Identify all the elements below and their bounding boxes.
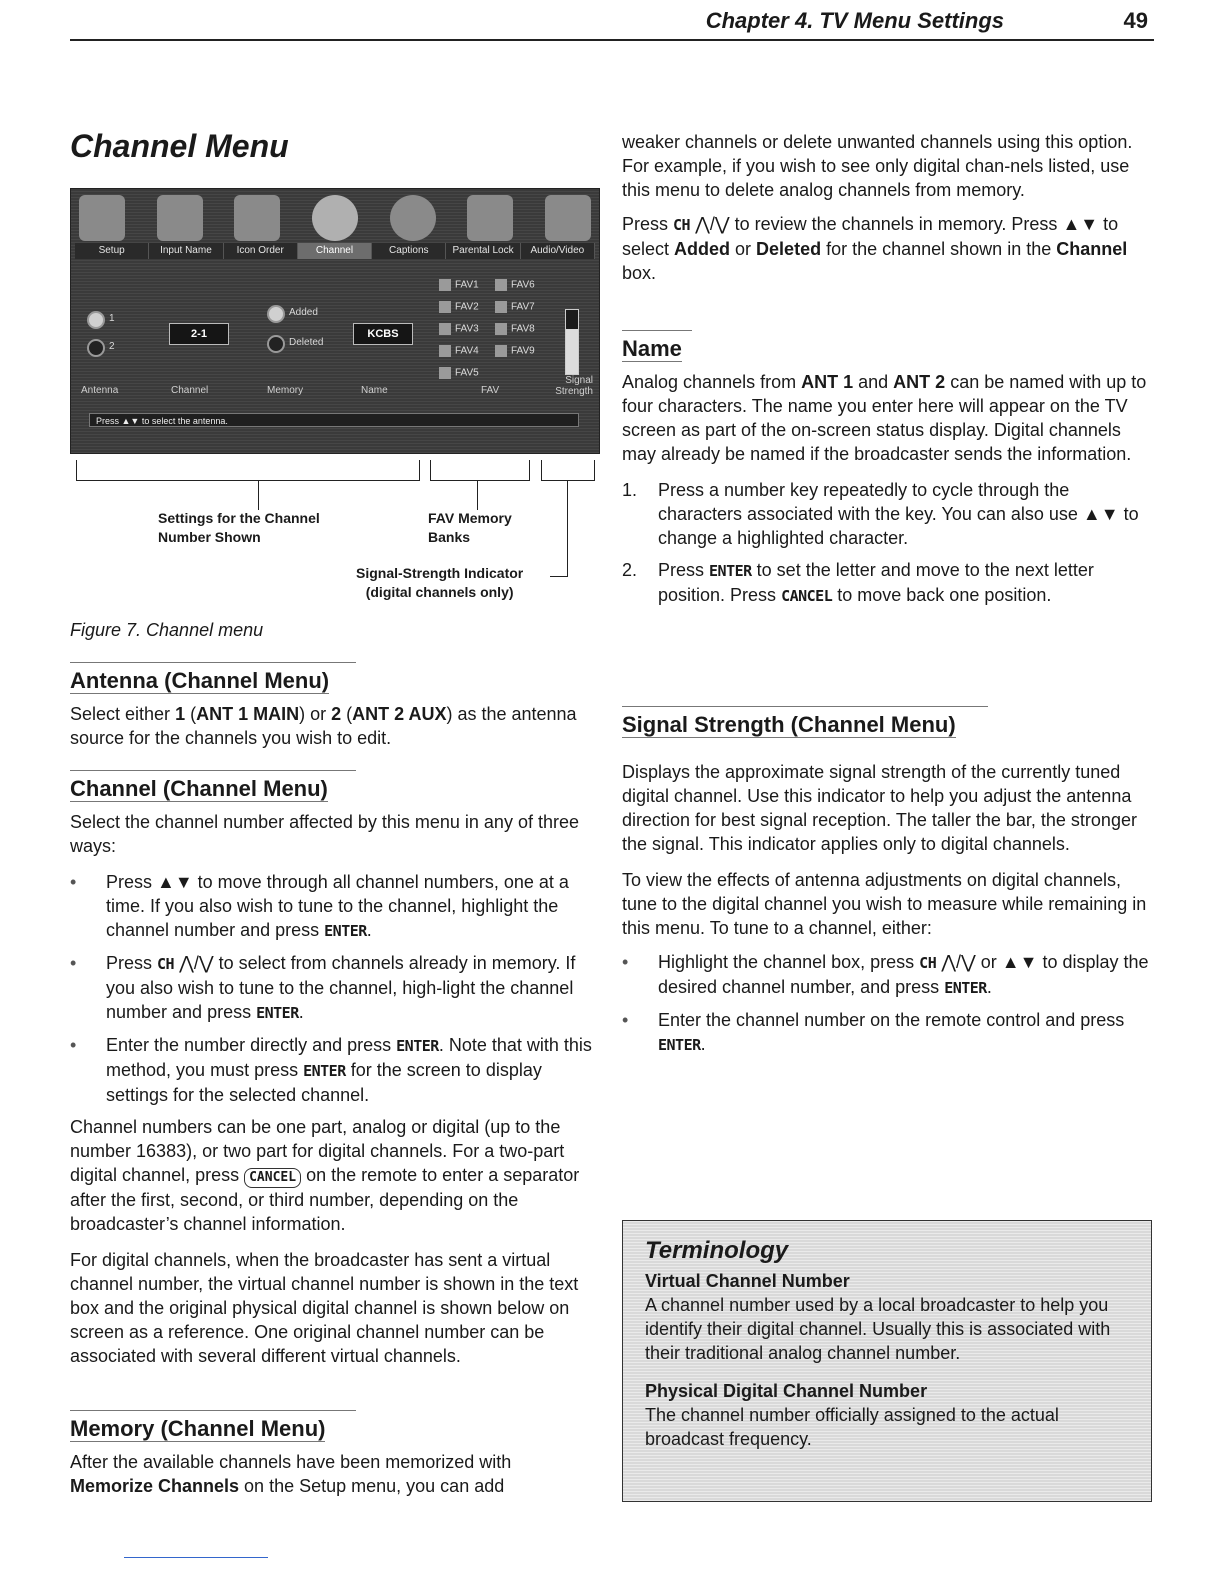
- signal-strength-fill: [566, 329, 578, 374]
- bracket-settings-stem: [258, 480, 259, 510]
- fav4-checkbox: FAV4: [439, 345, 479, 357]
- antenna-2-label: 2: [109, 341, 115, 352]
- channel-intro: Select the channel number affected by this menu in any of three ways:: [70, 812, 579, 856]
- fav7-checkbox: FAV7: [495, 301, 535, 313]
- bracket-signal-tail: [550, 576, 568, 577]
- tab-captions: Captions: [372, 243, 446, 259]
- list-item: • Enter the number directly and press ENTER. Note that with this method, you must press ENTER for the screen to display settings for the selected channel.: [70, 1033, 600, 1107]
- name-heading-text: Name: [622, 336, 682, 361]
- list-item: 2. Press ENTER to set the letter and move to the next letter position. Press CANCEL to move back one position.: [622, 560, 1094, 605]
- column-label-name: Name: [361, 385, 388, 396]
- footnote-rule: [124, 1557, 268, 1558]
- lock-icon: [467, 195, 513, 241]
- signal-tune-list: [622, 950, 1152, 1057]
- antenna-2-radio: [87, 339, 105, 357]
- tab-audio-video: Audio/Video: [521, 243, 595, 259]
- fav1-checkbox: FAV1: [439, 279, 479, 291]
- channel-heading-text: Channel (Channel Menu): [70, 776, 328, 801]
- antenna-heading-text: Antenna (Channel Menu): [70, 668, 330, 693]
- name-body: Analog channels from ANT 1 and ANT 2 can be named with up to four characters. The name you enter here will appear on the TV screen as part of the on-screen status display. Digital channels may already be named if the broadcaster sends the information. 1. Press a number key repeatedly to cycle through the characters associated with the key. You can also use ▲▼ to change a highlighted character. 2. Press ENTER to set the letter and move to the next letter position. Press CANCEL to move back one position.: [622, 370, 1152, 616]
- term-virtual-channel-def: A channel number used by a local broadcaster to help you identify their digital channel. Usually this is associated with their traditional analog channel number.: [645, 1295, 1111, 1363]
- bracket-fav: [430, 480, 530, 481]
- channel-heading: [70, 770, 356, 802]
- terminology-title: Terminology: [645, 1237, 789, 1264]
- virtual-channel-paragraph: For digital channels, when the broadcaster has sent a virtual channel number, the virtual channel number is shown in the text box and the original physical digital channel is shown below on screen as a reference. One original channel number can be associated with several different virtual channels.: [70, 1250, 579, 1366]
- antenna-1-radio: [87, 311, 105, 329]
- antenna-heading: [70, 662, 356, 694]
- list-item: • Press ▲▼ to move through all channel numbers, one at a time. If you also wish to tune to the channel, highlight the channel number and press ENTER.: [70, 870, 600, 943]
- bracket-settings-left: [76, 460, 77, 481]
- memory-paragraph-start: After the available channels have been memorized with Memorize Channels on the Setup menu, you can add: [70, 1452, 512, 1496]
- fav2-checkbox: FAV2: [439, 301, 479, 313]
- figure-caption: Figure 7. Channel menu: [70, 620, 264, 640]
- channel-icon: [312, 195, 358, 241]
- menu-tabs: [75, 243, 595, 259]
- fav5-checkbox: FAV5: [439, 367, 479, 379]
- name-steps: [622, 478, 1152, 608]
- antenna-1-label: 1: [109, 313, 115, 324]
- signal-heading: [622, 706, 988, 738]
- memory-review-paragraph: Press CH ⋀/⋁ to review the channels in memory. Press ▲▼ to select Added or Deleted for the channel shown in the Channel box.: [622, 214, 1128, 283]
- tab-input-name: Input Name: [149, 243, 223, 259]
- list-item: 1. Press a number key repeatedly to cycle through the characters associated with the key. You can also use ▲▼ to change a highlighted character.: [622, 480, 1139, 548]
- bracket-fav-left: [430, 460, 431, 481]
- channel-method-list: [70, 870, 600, 1107]
- memory-heading-text: Memory (Channel Menu): [70, 1416, 326, 1441]
- label-signal: Signal-Strength Indicator (digital channels only): [356, 565, 524, 600]
- audio-video-icon: [545, 195, 591, 241]
- signal-body: Displays the approximate signal strength of the currently tuned digital channel. Use this indicator to help you adjust the antenna direction for best signal reception. The taller the bar, the stronger the signal. This indicator applies only to digital channels. To view the effects of antenna adjustments on digital channels, tune to the digital channel you wish to measure while remaining in this menu. To tune to a channel, either: • Highlight the channel box, press CH ⋀/⋁ or ▲▼ to display the desired channel number, and press ENTER. • Enter the channel number on the remote control and press ENTER.: [622, 760, 1152, 1065]
- memory-heading: [70, 1410, 356, 1442]
- added-label: Added: [289, 307, 318, 318]
- header-rule: [70, 39, 1154, 41]
- deleted-radio: [267, 335, 285, 353]
- name-heading: [622, 330, 692, 362]
- term-physical-channel: Physical Digital Channel Number: [645, 1381, 928, 1401]
- input-name-icon: [157, 195, 203, 241]
- bracket-settings: [76, 480, 420, 481]
- deleted-label: Deleted: [289, 337, 324, 348]
- bracket-signal: [541, 480, 595, 481]
- label-settings: Settings for the Channel Number Shown: [158, 510, 320, 545]
- memory-paragraph-cont: weaker channels or delete unwanted channels using this option. For example, if you wish to see only digital chan-nels listed, use this menu to delete analog channels from memory. Press CH ⋀/⋁ to review the channels in memory. Press ▲▼ to select Added or Deleted for the channel shown in the Channel box.: [622, 130, 1152, 285]
- list-item: • Highlight the channel box, press CH ⋀/⋁ or ▲▼ to display the desired channel number, and press ENTER.: [622, 950, 1152, 1000]
- terminology-box: [622, 1220, 1152, 1502]
- status-bar: Press ▲▼ to select the antenna.: [89, 413, 579, 427]
- tab-icon-order: Icon Order: [224, 243, 298, 259]
- page-title: Channel Menu: [70, 128, 289, 164]
- channel-number-paragraph: Channel numbers can be one part, analog or digital (up to the number 16383), or two part for digital channels. For a two-part digital channel, press CANCEL on the remote to enter a separator after the first, second, or third number, depending on the broadcaster’s channel information.: [70, 1117, 580, 1234]
- signal-heading-text: Signal Strength (Channel Menu): [622, 712, 956, 737]
- icon-order-icon: [234, 195, 280, 241]
- list-item: • Press CH ⋀/⋁ to select from channels already in memory. If you also wish to tune to the channel, high-light the channel number and press ENTER.: [70, 951, 600, 1025]
- channel-name-box: KCBS: [353, 323, 413, 345]
- label-fav: FAV Memory Banks: [428, 510, 512, 545]
- menu-icon-row: [79, 195, 591, 245]
- signal-strength-bar: [565, 309, 579, 375]
- bracket-signal-left: [541, 460, 542, 481]
- list-item: • Enter the channel number on the remote control and press ENTER.: [622, 1008, 1152, 1057]
- channel-menu-screenshot: [70, 188, 600, 454]
- column-label-channel: Channel: [171, 385, 209, 396]
- bracket-settings-right: [419, 460, 420, 481]
- fav3-checkbox: FAV3: [439, 323, 479, 335]
- column-label-fav: FAV: [481, 385, 500, 396]
- channel-body: [70, 810, 600, 1368]
- fav9-checkbox: FAV9: [495, 345, 535, 357]
- column-label-signal: Signal Strength: [555, 375, 593, 397]
- fav6-checkbox: FAV6: [495, 279, 535, 291]
- tab-channel: Channel: [298, 243, 372, 259]
- term-virtual-channel: Virtual Channel Number: [645, 1271, 850, 1291]
- antenna-paragraph: Select either 1 (ANT 1 MAIN) or 2 (ANT 2 AUX) as the antenna source for the channels you wish to edit.: [70, 704, 577, 748]
- channel-number-box: 2-1: [169, 323, 229, 345]
- captions-icon: [390, 195, 436, 241]
- term-physical-channel-def: The channel number officially assigned to the actual broadcast frequency.: [645, 1405, 1059, 1449]
- cancel-key-icon: CANCEL: [244, 1168, 301, 1188]
- setup-icon: [79, 195, 125, 241]
- bracket-fav-right: [529, 460, 530, 481]
- page-number: 49: [1123, 8, 1148, 33]
- bracket-signal-right: [594, 460, 595, 481]
- tab-setup: Setup: [75, 243, 149, 259]
- column-label-memory: Memory: [267, 385, 304, 396]
- bracket-fav-stem: [477, 480, 478, 510]
- tab-parental-lock: Parental Lock: [446, 243, 520, 259]
- column-label-antenna: Antenna: [81, 385, 119, 396]
- added-radio: [267, 305, 285, 323]
- fav8-checkbox: FAV8: [495, 323, 535, 335]
- chapter-title: Chapter 4. TV Menu Settings: [705, 8, 1004, 33]
- bracket-signal-stem: [567, 480, 568, 576]
